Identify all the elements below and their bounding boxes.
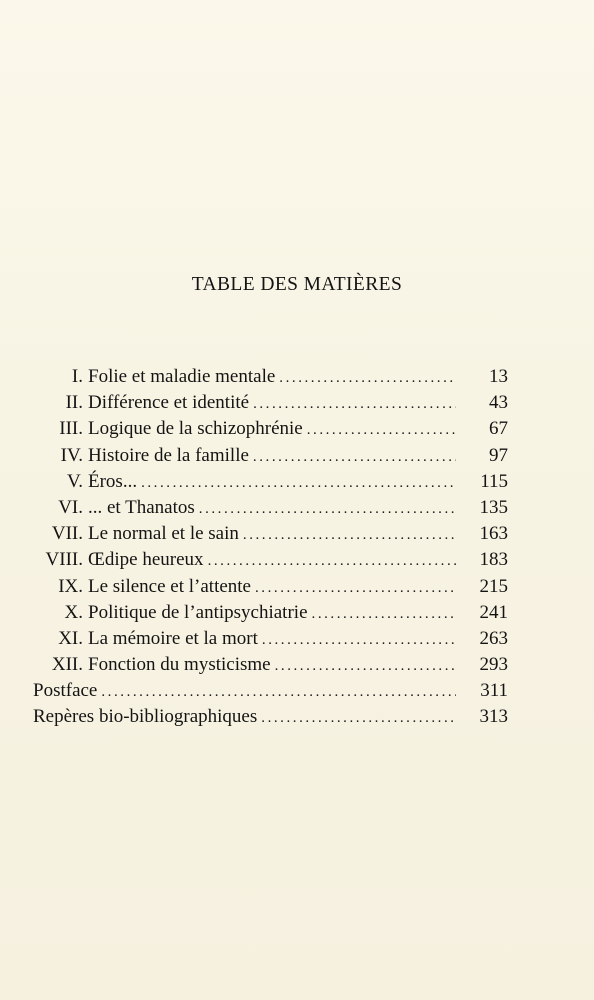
chapter-number: IV. xyxy=(60,444,83,466)
dot-leader xyxy=(253,444,456,470)
chapter-number: I. xyxy=(71,366,83,387)
page-title: TABLE DES MATIÈRES xyxy=(191,274,403,295)
page-number: 163 xyxy=(479,523,508,545)
chapter-title: La mémoire et la mort xyxy=(88,627,258,649)
toc-entry xyxy=(33,547,508,573)
page-number: 313 xyxy=(479,706,508,728)
page-number: 97 xyxy=(489,444,508,466)
dot-leader xyxy=(255,575,456,601)
toc-entry xyxy=(33,574,508,600)
toc-entry xyxy=(33,416,508,442)
page-number: 293 xyxy=(479,654,508,676)
dot-leader xyxy=(312,601,456,627)
chapter-title: Histoire de la famille xyxy=(88,444,249,466)
page-number: 67 xyxy=(489,418,508,440)
chapter-title: Le normal et le sain xyxy=(88,523,239,545)
toc-entry xyxy=(33,521,508,547)
dot-leader xyxy=(262,627,456,653)
toc-entry-postface xyxy=(33,678,508,704)
dot-leader xyxy=(141,470,456,496)
chapter-title: Fonction du mysticisme xyxy=(88,654,271,676)
page-number: 241 xyxy=(479,601,508,623)
chapter-title: Politique de l’antipsychiatrie xyxy=(88,601,308,623)
chapter-title: Folie et maladie mentale xyxy=(88,366,276,387)
chapter-title: ... et Thanatos xyxy=(88,496,195,518)
chapter-number: III. xyxy=(59,418,83,440)
chapter-number: IX. xyxy=(58,575,83,597)
page-number: 183 xyxy=(479,549,508,571)
chapter-title: Le silence et l’attente xyxy=(88,575,251,597)
chapter-number: VI. xyxy=(58,496,83,518)
page-number: 215 xyxy=(479,575,508,597)
chapter-title: Différence et identité xyxy=(88,392,250,414)
chapter-number: XII. xyxy=(51,654,83,676)
page-number: 13 xyxy=(489,366,508,387)
chapter-number: X. xyxy=(64,601,83,623)
chapter-number: XI. xyxy=(58,627,83,649)
toc-entry-bibliography xyxy=(33,704,508,730)
chapter-number: II. xyxy=(65,392,83,414)
dot-leader xyxy=(279,365,456,391)
page-number: 135 xyxy=(479,496,508,518)
chapter-title: Logique de la schizophrénie xyxy=(88,418,303,440)
chapter-number: V. xyxy=(66,470,83,492)
toc-entry xyxy=(33,469,508,495)
page-number: 263 xyxy=(479,627,508,649)
dot-leader xyxy=(208,548,456,574)
table-of-contents xyxy=(33,364,508,731)
toc-entry xyxy=(33,390,508,416)
section-title: Repères bio-bibliographiques xyxy=(33,706,258,728)
page-number: 43 xyxy=(489,392,508,414)
page-number: 115 xyxy=(480,470,508,492)
dot-leader xyxy=(275,653,456,679)
chapter-number: VIII. xyxy=(45,549,83,571)
dot-leader xyxy=(101,679,456,705)
dot-leader xyxy=(243,522,456,548)
chapter-number: VII. xyxy=(51,523,83,545)
page-number: 311 xyxy=(480,680,508,702)
dot-leader xyxy=(307,417,456,443)
section-title: Postface xyxy=(33,680,98,702)
toc-entry xyxy=(33,626,508,652)
toc-entry xyxy=(33,443,508,469)
toc-entry xyxy=(33,600,508,626)
toc-entry xyxy=(33,364,508,390)
dot-leader xyxy=(253,391,456,417)
toc-entry xyxy=(33,652,508,678)
toc-entry xyxy=(33,495,508,521)
dot-leader xyxy=(261,705,456,731)
dot-leader xyxy=(199,496,456,522)
chapter-title: Œdipe heureux xyxy=(88,549,204,571)
chapter-title: Éros... xyxy=(88,470,138,492)
